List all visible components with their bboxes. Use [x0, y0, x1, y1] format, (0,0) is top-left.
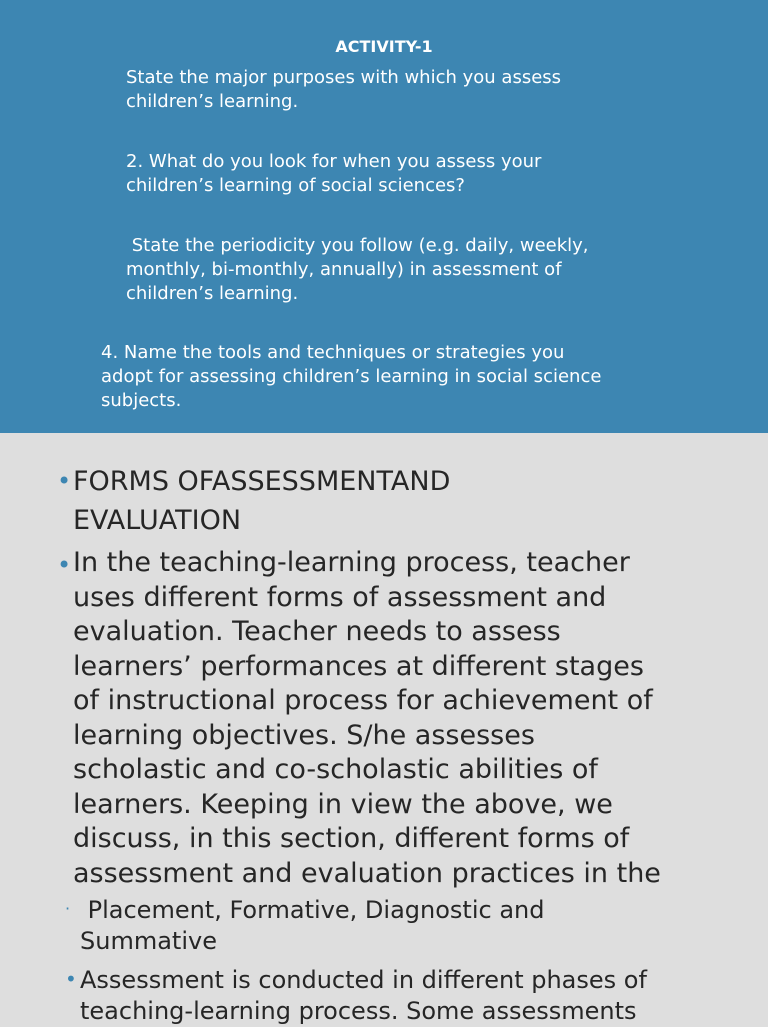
paragraph-line-5: of instructional process for achievement of	[73, 685, 653, 716]
section-heading	[73, 464, 450, 538]
activity-question-3	[126, 234, 589, 306]
question-2-line-1: 2. What do you look for when you assess your	[126, 151, 542, 172]
question-1-line-1: State the major purposes with which you assess	[126, 67, 562, 88]
activity-panel	[0, 0, 768, 433]
last-item-line-1: Assessment is conducted in different phases of	[80, 966, 647, 994]
activity-question-4	[101, 341, 601, 413]
sub-item-line-1: Placement, Formative, Diagnostic and	[80, 896, 545, 924]
activity-question-1	[126, 66, 561, 114]
question-3-line-3: children’s learning.	[126, 283, 299, 304]
last-item-line-2: teaching-learning process. Some assessments	[80, 997, 637, 1025]
question-2-line-2: children’s learning of social sciences?	[126, 175, 465, 196]
paragraph-line-9: discuss, in this section, different forms of	[73, 823, 630, 854]
question-4-line-2: adopt for assessing children’s learning in social science	[101, 366, 602, 387]
paragraph-line-10: assessment and evaluation practices in the	[73, 857, 661, 889]
paragraph-bullet-icon: •	[57, 551, 72, 579]
paragraph-line-7: scholastic and co-scholastic abilities of	[73, 754, 598, 785]
paragraph-line-6: learning objectives. S/he assesses	[73, 719, 535, 751]
last-item-bullet-icon: •	[65, 967, 77, 991]
paragraph-line-4: learners’ performances at different stages	[73, 650, 644, 682]
paragraph-line-3: evaluation. Teacher needs to assess	[73, 616, 561, 647]
heading-bullet-icon: •	[57, 467, 72, 495]
paragraph-line-2: uses different forms of assessment and	[73, 581, 607, 613]
section-heading-line-1: FORMS OFASSESSMENTAND	[73, 466, 451, 497]
sub-item-line-2: Summative	[80, 927, 217, 955]
paragraph-line-8: learners. Keeping in view the above, we	[73, 788, 613, 820]
activity-title: ACTIVITY-1	[335, 37, 433, 56]
sub-bullet-icon: ·	[65, 899, 71, 918]
question-3-line-1: State the periodicity you follow (e.g. daily, weekly,	[126, 235, 589, 256]
question-3-line-2: monthly, bi-monthly, annually) in assessment of	[126, 259, 562, 280]
question-4-line-1: 4. Name the tools and techniques or strategies you	[101, 342, 565, 363]
question-4-line-3: subjects.	[101, 390, 182, 411]
activity-question-2	[126, 150, 541, 198]
section-heading-line-2: EVALUATION	[73, 505, 242, 536]
sub-item	[80, 895, 544, 957]
last-item	[80, 965, 647, 1027]
section-paragraph	[73, 546, 763, 889]
paragraph-line-1: In the teaching-learning process, teacher	[73, 547, 630, 578]
question-1-line-2: children’s learning.	[126, 91, 299, 112]
content-panel	[0, 433, 768, 1024]
